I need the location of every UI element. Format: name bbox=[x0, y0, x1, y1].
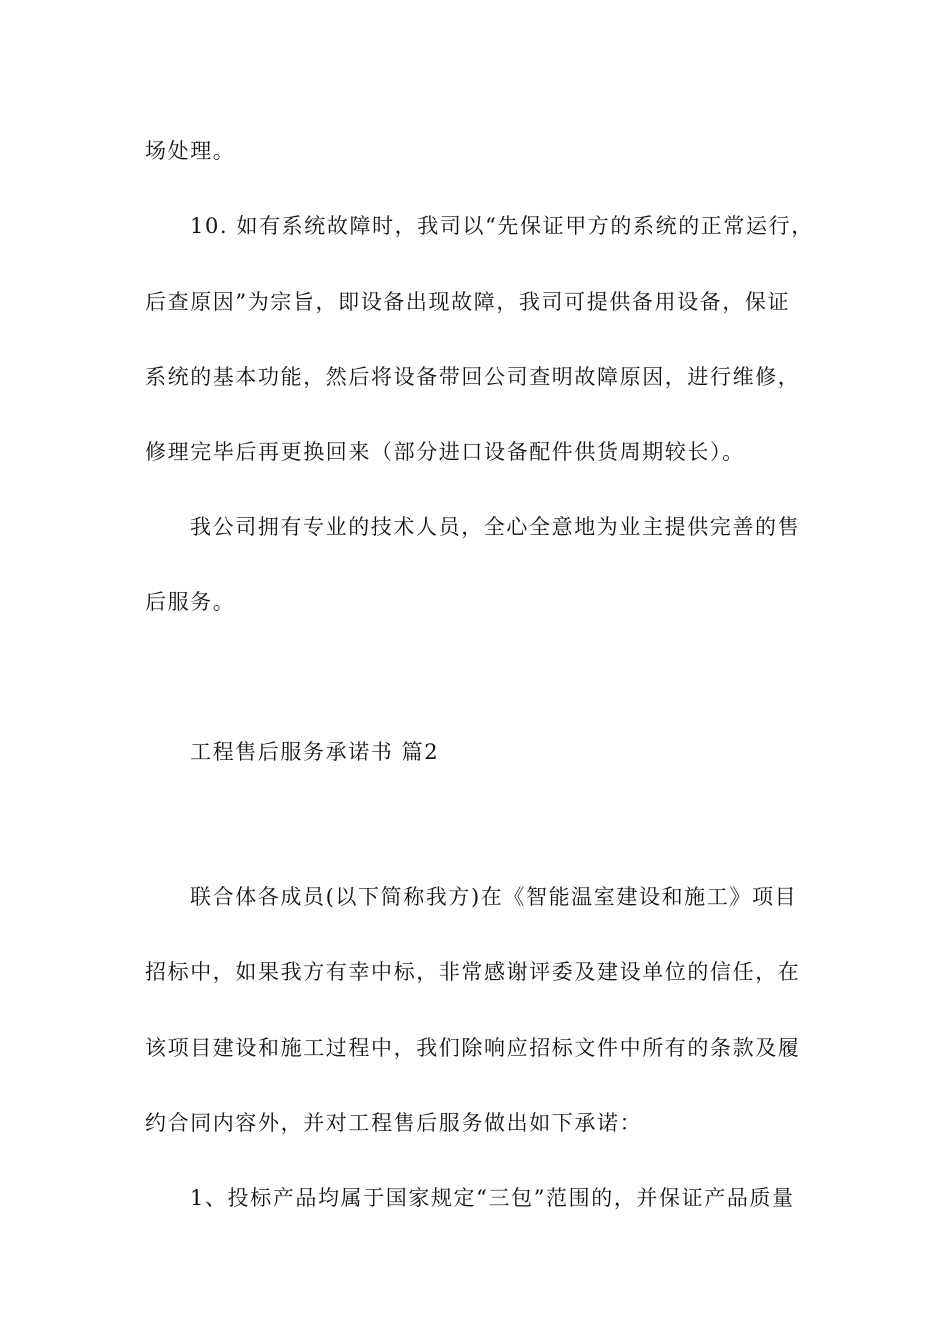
paragraph-line: 招标中，如果我方有幸中标，非常感谢评委及建设单位的信任，在 bbox=[145, 960, 801, 984]
paragraph-line: 场处理。 bbox=[145, 139, 236, 163]
paragraph-line: 后服务。 bbox=[145, 590, 236, 614]
paragraph-line: 该项目建设和施工过程中，我们除响应招标文件中所有的条款及履 bbox=[145, 1036, 801, 1060]
paragraph-line: 系统的基本功能，然后将设备带回公司查明故障原因，进行维修， bbox=[145, 365, 801, 389]
paragraph-line: 联合体各成员(以下简称我方)在《智能温室建设和施工》项目 bbox=[190, 885, 798, 909]
paragraph-line: 10. 如有系统故障时，我司以“先保证甲方的系统的正常运行， bbox=[190, 214, 814, 238]
section-heading: 工程售后服务承诺书 篇2 bbox=[190, 740, 440, 764]
paragraph-line: 约合同内容外，并对工程售后服务做出如下承诺： bbox=[145, 1111, 643, 1135]
paragraph-line: 1、投标产品均属于国家规定“三包”范围的，并保证产品质量 bbox=[190, 1186, 795, 1210]
paragraph-line: 修理完毕后再更换回来（部分进口设备配件供货周期较长）。 bbox=[145, 440, 745, 464]
paragraph-line: 后查原因”为宗旨，即设备出现故障，我司可提供备用设备，保证 bbox=[145, 290, 791, 314]
paragraph-line: 我公司拥有专业的技术人员，全心全意地为业主提供完善的售 bbox=[190, 515, 801, 539]
